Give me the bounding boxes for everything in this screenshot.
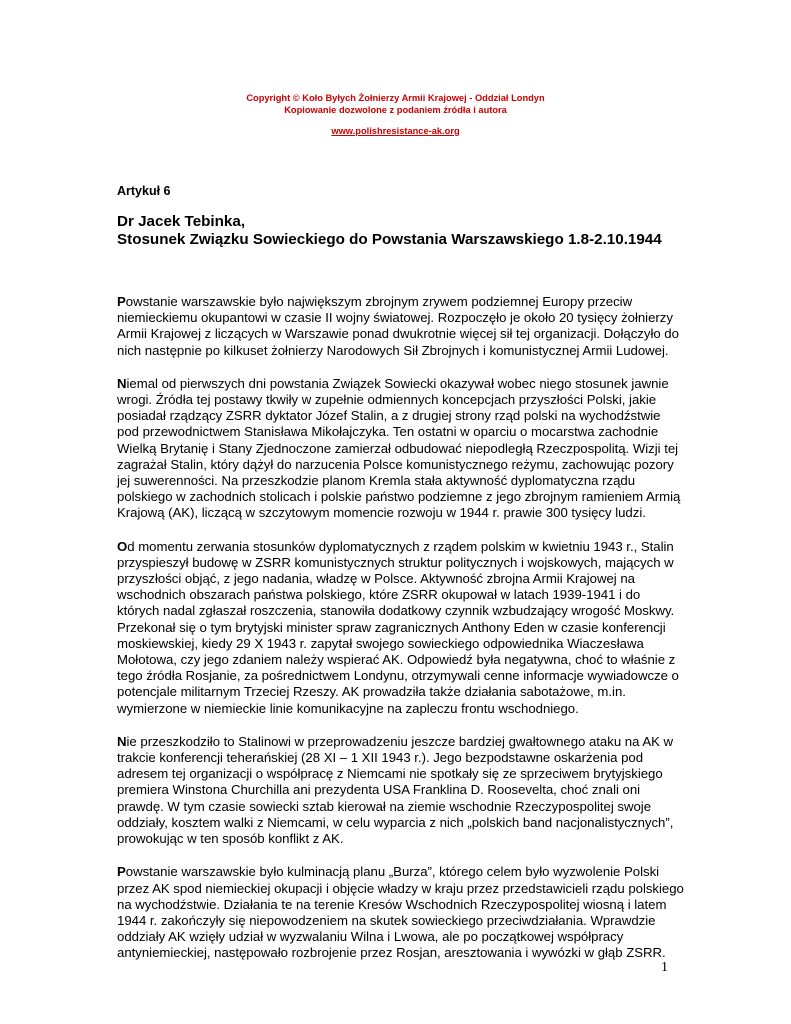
- line-text: Wielką Brytanię i Stany Zjednoczone zamierzał odbudować niepodległą Rzeczpospolitą. Wizji tej: [117, 440, 679, 456]
- line-text: premiera Winstona Churchilla ani prezydenta USA Franklina D. Roosevelta, choć znali oni: [117, 782, 641, 798]
- paragraph-line: [117, 473, 682, 489]
- line-text: niemieckiemu okupantowi w czasie II wojny światowej. Rozpoczęło je około 20 tysięcy żołnierzy: [117, 310, 673, 326]
- article-heading: Stosunek Związku Sowieckiego do Powstania Warszawskiego 1.8-2.10.1944: [117, 231, 662, 248]
- paragraph-line: [117, 294, 682, 310]
- paragraph-initial: O: [117, 538, 128, 554]
- paragraph: [117, 376, 682, 522]
- paragraph-line: [117, 457, 682, 473]
- line-text: zagrażał Stalin, który dążył do narzucenia Polsce komunistycznego reżymu, zachowując pozory: [117, 456, 674, 472]
- page-number: 1: [661, 960, 668, 975]
- paragraph-line: [117, 782, 682, 798]
- line-text: prowokując w ten sposób konflikt z AK.: [117, 831, 344, 847]
- line-text: 1944 r. zakończyły się niepowodzeniem na skutek sowieckiego przeciwdziałania. Wprawdzie: [117, 912, 656, 928]
- article-author: Dr Jacek Tebinka,: [117, 213, 246, 230]
- paragraph-line: [117, 636, 682, 652]
- line-text: przyszłości objąć, z jego nadania, władzę w Polsce. Aktywność zbrojna Armii Krajowej na: [117, 571, 635, 587]
- line-text: ie przeszkodziło to Stalinowi w przeprowadzeniu jeszcze bardziej gwałtownego ataku na AK w: [126, 733, 674, 749]
- paragraph-line: [117, 620, 682, 636]
- paragraph-line: [117, 750, 682, 766]
- paragraph: [117, 734, 682, 847]
- paragraph-line: [117, 929, 682, 945]
- line-text: przez AK spod niemieckiej okupacji i objęcie władzy w kraju przez przedstawicieli rządu polskiego: [117, 880, 684, 896]
- line-text: pod przewodnictwem Stanisława Mikołajczyka. Ten ostatni w oparciu o mocarstwa zachodnie: [117, 424, 659, 440]
- paragraph-line: [117, 945, 682, 961]
- line-text: Armii Krajowej z liczących w Warszawie ponad dwukrotnie więcej sił tej organizacji. Dołączyło do: [117, 326, 679, 342]
- paragraph-line: [117, 701, 682, 717]
- paragraph-line: [117, 864, 682, 880]
- line-text: owstanie warszawskie było największym zbrojnym zrywem podziemnej Europy przeciw: [125, 294, 633, 309]
- website-link[interactable]: www.polishresistance-ak.org: [331, 126, 460, 136]
- paragraph-initial: N: [117, 733, 127, 749]
- paragraph: [117, 294, 682, 359]
- line-text: owstanie warszawskie było kulminacją planu „Burza”, którego celem było wyzwolenie Polski: [125, 864, 660, 880]
- paragraph-line: [117, 815, 682, 831]
- article-label: Artykuł 6: [117, 184, 171, 198]
- paragraph-line: [117, 505, 682, 521]
- line-text: antyniemieckiej, następowało rozbrojenie przez Rosjan, aresztowania i wywózki w głąb ZSRR.: [117, 945, 666, 961]
- paragraph-initial: N: [117, 375, 127, 391]
- line-text: oddziały, kosztem walki z Niemcami, w celu wyparcia z nich „polskich band nacjonalistycznych”,: [117, 814, 674, 830]
- paragraph-line: [117, 441, 682, 457]
- paragraph-line: [117, 831, 682, 847]
- line-text: prawdę. W tym czasie sowiecki sztab kierował na ziemie wschodnie Rzeczypospolitej swoje: [117, 798, 652, 814]
- paragraph-line: [117, 668, 682, 684]
- copyright-line: Copyright © Koło Byłych Żołnierzy Armii Krajowej - Oddział Londyn: [246, 93, 545, 103]
- line-text: wymierzone w niemieckie linie komunikacyjne na zapleczu frontu wschodniego.: [117, 700, 579, 716]
- paragraph-line: [117, 310, 682, 326]
- paragraph-line: [117, 343, 682, 359]
- paragraph: [117, 539, 682, 717]
- paragraph-line: [117, 376, 682, 392]
- paragraph-initial: P: [117, 864, 126, 880]
- paragraph-line: [117, 603, 682, 619]
- paragraph-line: [117, 734, 682, 750]
- line-text: oddziały AK wzięły udział w wyzwalaniu Wilna i Lwowa, ale po początkowej współpracy: [117, 929, 624, 945]
- line-text: na wychodźstwie. Działania te na terenie Kresów Wschodnich Rzeczypospolitej wiosną i latem: [117, 896, 667, 912]
- line-text: trakcie konferencji teherańskiej (28 XI – 1 XII 1943 r.). Jego bezpodstawne oskarżenia pod: [117, 750, 644, 766]
- line-text: d momentu zerwania stosunków dyplomatycznych z rządem polskim w kwietniu 1943 r., Stalin: [127, 538, 674, 554]
- paragraph-line: [117, 766, 682, 782]
- paragraph: [117, 864, 682, 961]
- line-text: nich następnie po kilkuset żołnierzy Narodowych Sił Zbrojnych i komunistycznej Armii Ludowej.: [117, 342, 669, 358]
- line-text: których nadal zgłaszał roszczenia, stanowiła dodatkowy czynnik wzbudzający wrogość Moskwy.: [117, 603, 675, 619]
- paragraph-line: [117, 408, 682, 424]
- line-text: Krajową (AK), liczącą w szczytowym momencie rozwoju w 1944 r. prawie 300 tysięcy ludzi.: [117, 505, 646, 521]
- line-text: jej suwerenności. Na przeszkodzie planom Kremla stała aktywność dyplomatyczna rządu: [117, 473, 636, 489]
- line-text: wrogi. Źródła tej postawy tkwiły w zupełnie odmiennych koncepcjach przyszłości Polski, jakie: [117, 392, 657, 408]
- line-text: tego źródła Rosjanie, za pośrednictwem Londynu, otrzymywali cenne informacje wywiadowcze o: [117, 668, 679, 684]
- line-text: Mołotowa, czy jego zdaniem należy wspierać AK. Odpowiedź była negatywna, choć to właśnie z: [117, 652, 676, 668]
- article-body: [117, 294, 682, 962]
- paragraph-line: [117, 897, 682, 913]
- paragraph-line: [117, 652, 682, 668]
- paragraph-line: [117, 424, 682, 440]
- article-title: [117, 213, 682, 249]
- line-text: moskiewskiej, kiedy 29 X 1943 r. zapytał swojego sowieckiego odpowiednika Wiaczesława: [117, 635, 644, 651]
- line-text: przyspieszył budowę w ZSRR komunistycznych struktur politycznych i wojskowych, mających w: [117, 554, 674, 570]
- line-text: Przekonał się o tym brytyjski minister spraw zagranicznych Anthony Eden w czasie konferencji: [117, 619, 666, 635]
- line-text: adresem tej organizacji o współpracę z Niemcami nie spotkały się ze sprzeciwem brytyjskiego: [117, 766, 663, 782]
- article-content: [117, 184, 682, 979]
- line-text: potencjale militarnym Trzeciej Rzeszy. AK prowadziła także działania sabotażowe, m.in.: [117, 684, 626, 700]
- permission-line: Kopiowanie dozwolone z podaniem źródła i autora: [284, 105, 507, 115]
- line-text: polskiego w zachodnich stolicach i polskie państwo podziemne z jego zbrojnym ramieniem Armią: [117, 489, 681, 505]
- paragraph-line: [117, 799, 682, 815]
- paragraph-line: [117, 587, 682, 603]
- paragraph-line: [117, 326, 682, 342]
- line-text: wschodnich obszarach państwa polskiego, które ZSRR okupował w latach 1939-1941 i do: [117, 587, 641, 603]
- paragraph-line: [117, 684, 682, 700]
- paragraph-line: [117, 392, 682, 408]
- line-text: iemal od pierwszych dni powstania Związek Sowiecki okazywał wobec niego stosunek jawnie: [126, 375, 669, 391]
- line-text: posiadał rządzący ZSRR dyktator Józef Stalin, a z drugiej strony rząd polski na wychodźstwie: [117, 408, 661, 424]
- copyright-header: [0, 92, 791, 137]
- paragraph-line: [117, 555, 682, 571]
- paragraph-line: [117, 571, 682, 587]
- paragraph-line: [117, 913, 682, 929]
- paragraph-line: [117, 881, 682, 897]
- paragraph-line: [117, 539, 682, 555]
- paragraph-line: [117, 489, 682, 505]
- paragraph-initial: P: [117, 294, 126, 309]
